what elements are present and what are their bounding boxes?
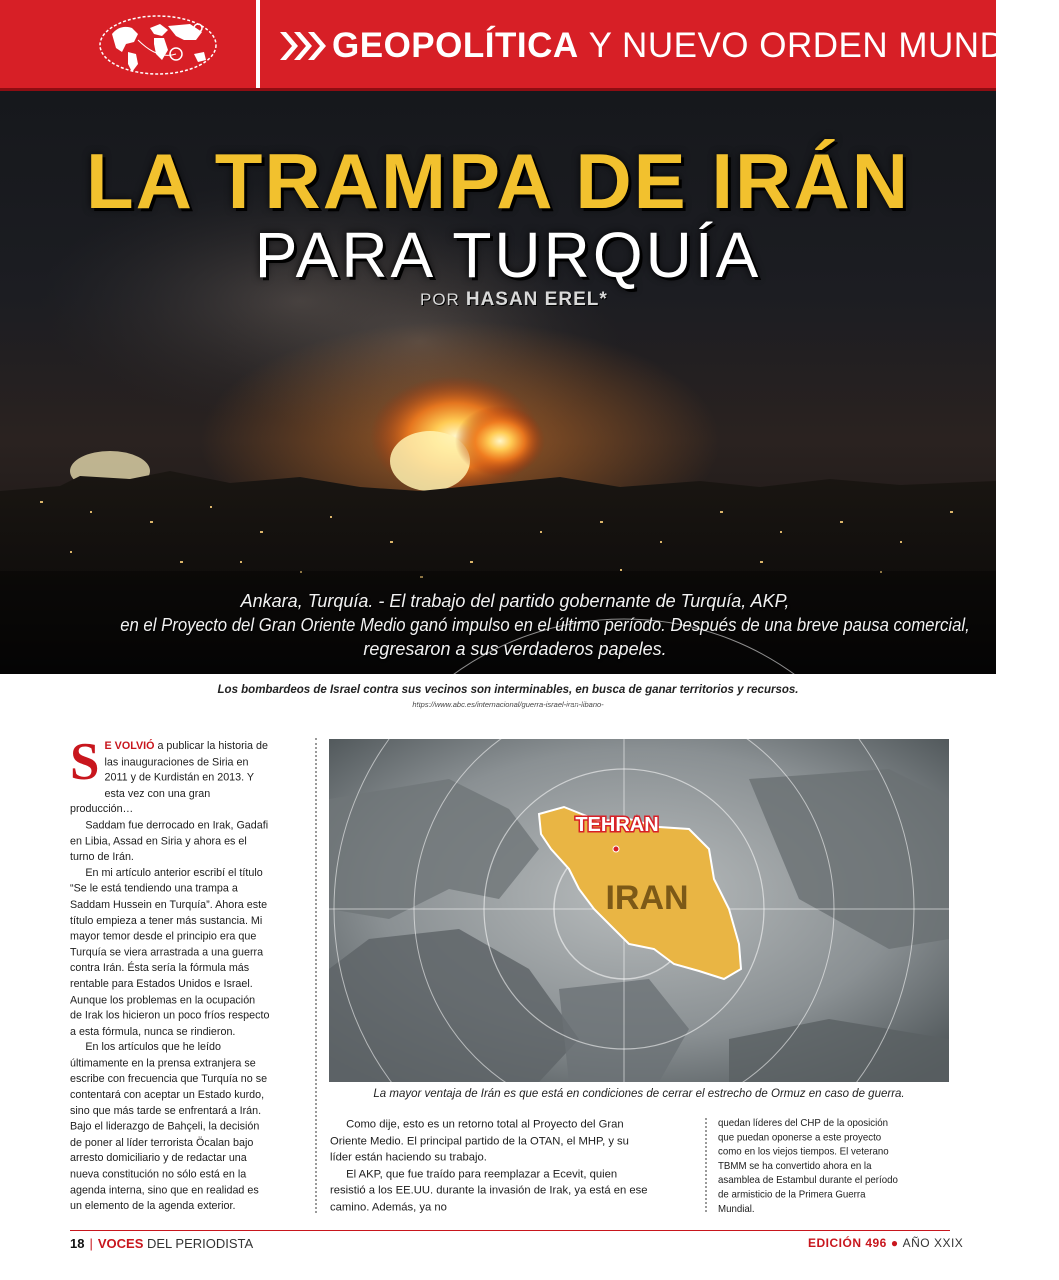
paragraph: En mi artículo anterior escribí el título “Se le está tendiendo una trampa a Saddam Hussein en Turquía”. Ahora este título empieza a tener más sustancia. Mi mayor temor desde el principio era que Turquía se viera arrastrada a una guerra contra Irán. Ésta sería la fórmula más rentable para Estados Unidos e Israel. Aunque los problemas en la ocupación de Irak los hicieron un poco fríos respecto a esta fórmula, nunca se rindieron.: [70, 866, 270, 1038]
world-map-globe-icon: [98, 14, 218, 76]
page-number: 18: [70, 1236, 85, 1251]
hero-photo: [0, 91, 996, 674]
photo-caption: Los bombardeos de Israel contra sus vecinos son interminables, en busca de ganar territorios y recursos.: [217, 684, 799, 696]
footer-rule: [70, 1230, 950, 1231]
article-title-line1: LA TRAMPA DE IRÁN: [85, 137, 911, 225]
byline-author: HASAN EREL*: [465, 289, 608, 310]
column-divider: [705, 1118, 707, 1212]
section-title-rest: Y NUEVO ORDEN MUNDIAL: [588, 26, 1059, 65]
magazine-name-rest: DEL PERIODISTA: [147, 1236, 254, 1251]
header-divider: [256, 0, 260, 88]
byline: [420, 289, 608, 311]
map-caption: La mayor ventaja de Irán es que está en condiciones de cerrar el estrecho de Ormuz en caso de guerra.: [373, 1088, 905, 1100]
footer-page-info: [70, 1236, 253, 1251]
paragraph: El AKP, que fue traído para reemplazar a Ecevit, quien resistió a los EE.UU. durante la invasión de Irak, ya está en ese camino. Además, ya no: [330, 1167, 648, 1214]
magazine-name-bold: VOCES: [97, 1236, 144, 1251]
column-divider: [315, 738, 317, 1213]
map-label-country: IRAN: [605, 879, 689, 917]
footer-edition: [808, 1236, 963, 1250]
map-label-city: TEHRAN: [575, 814, 659, 836]
section-header: [0, 0, 1059, 91]
paragraph: quedan líderes del CHP de la oposición que puedan oponerse a este proyecto como en los viejos tiempos. El veterano TBMM se ha convertido ahora en la asamblea de Estambul durante el período de armisticio de la Primera Guerra Mundial.: [718, 1117, 898, 1215]
edition-year: AÑO XXIX: [902, 1236, 964, 1250]
paragraph: En los artículos que he leído últimamente en la prensa extranjera se escribe con frecuencia que Turquía no se contentará con aceptar un Estado kurdo, sino que más tarde se enfrentará a Irán. Bajo el liderazgo de Bahçeli, la decisión de poner al líder terrorista Öcalan bajo arresto domiciliario y de redactar una nueva constitución no sólo está en la agenda interna, sino que en realidad es un elemento de la agenda exterior.: [70, 1041, 268, 1212]
lead-line: Ankara, Turquía. - El trabajo del partido gobernante de Turquía, AKP,: [240, 591, 790, 611]
paragraph-text: a publicar la historia de las inauguraciones de Siria en 2011 y de Kurdistán en 2013. Y esta vez con una gran producción…: [70, 739, 268, 816]
byline-prefix: POR: [420, 290, 460, 309]
double-chevron-right-icon: [278, 26, 330, 66]
lead-line: regresaron a sus verdaderos papeles.: [363, 639, 667, 659]
body-column-1: [70, 732, 270, 1214]
section-title: [332, 24, 1059, 68]
lead-line: en el Proyecto del Gran Oriente Medio ganó impulso en el último período. Después de una breve pausa comercial,: [120, 615, 970, 635]
lead-words: E VOLVIÓ: [104, 739, 155, 752]
drop-cap: S: [70, 732, 100, 791]
body-column-3: [718, 1116, 903, 1216]
paragraph: Saddam fue derrocado en Irak, Gadafi en Libia, Assad en Siria y ahora es el turno de Irán.: [70, 819, 269, 863]
paragraph: [70, 732, 270, 817]
paragraph: Como dije, esto es un retorno total al Proyecto del Gran Oriente Medio. El principal partido de la OTAN, el MHP, y su líder están haciendo su trabajo.: [330, 1117, 629, 1164]
section-title-bold: GEOPOLÍTICA: [332, 26, 579, 65]
footer-separator: |: [89, 1236, 93, 1251]
iran-map-graphic: [329, 739, 949, 1082]
iran-map-figure: [329, 739, 949, 1082]
body-column-2: [330, 1116, 653, 1216]
edition-number: EDICIÓN 496: [808, 1236, 887, 1250]
photo-source-url: https://www.abc.es/internacional/guerra-israel-iran-libano-: [412, 700, 604, 709]
article-title-line2: PARA TURQUÍA: [254, 219, 762, 291]
article-lead: [90, 589, 970, 661]
bullet-icon: ●: [890, 1236, 899, 1250]
